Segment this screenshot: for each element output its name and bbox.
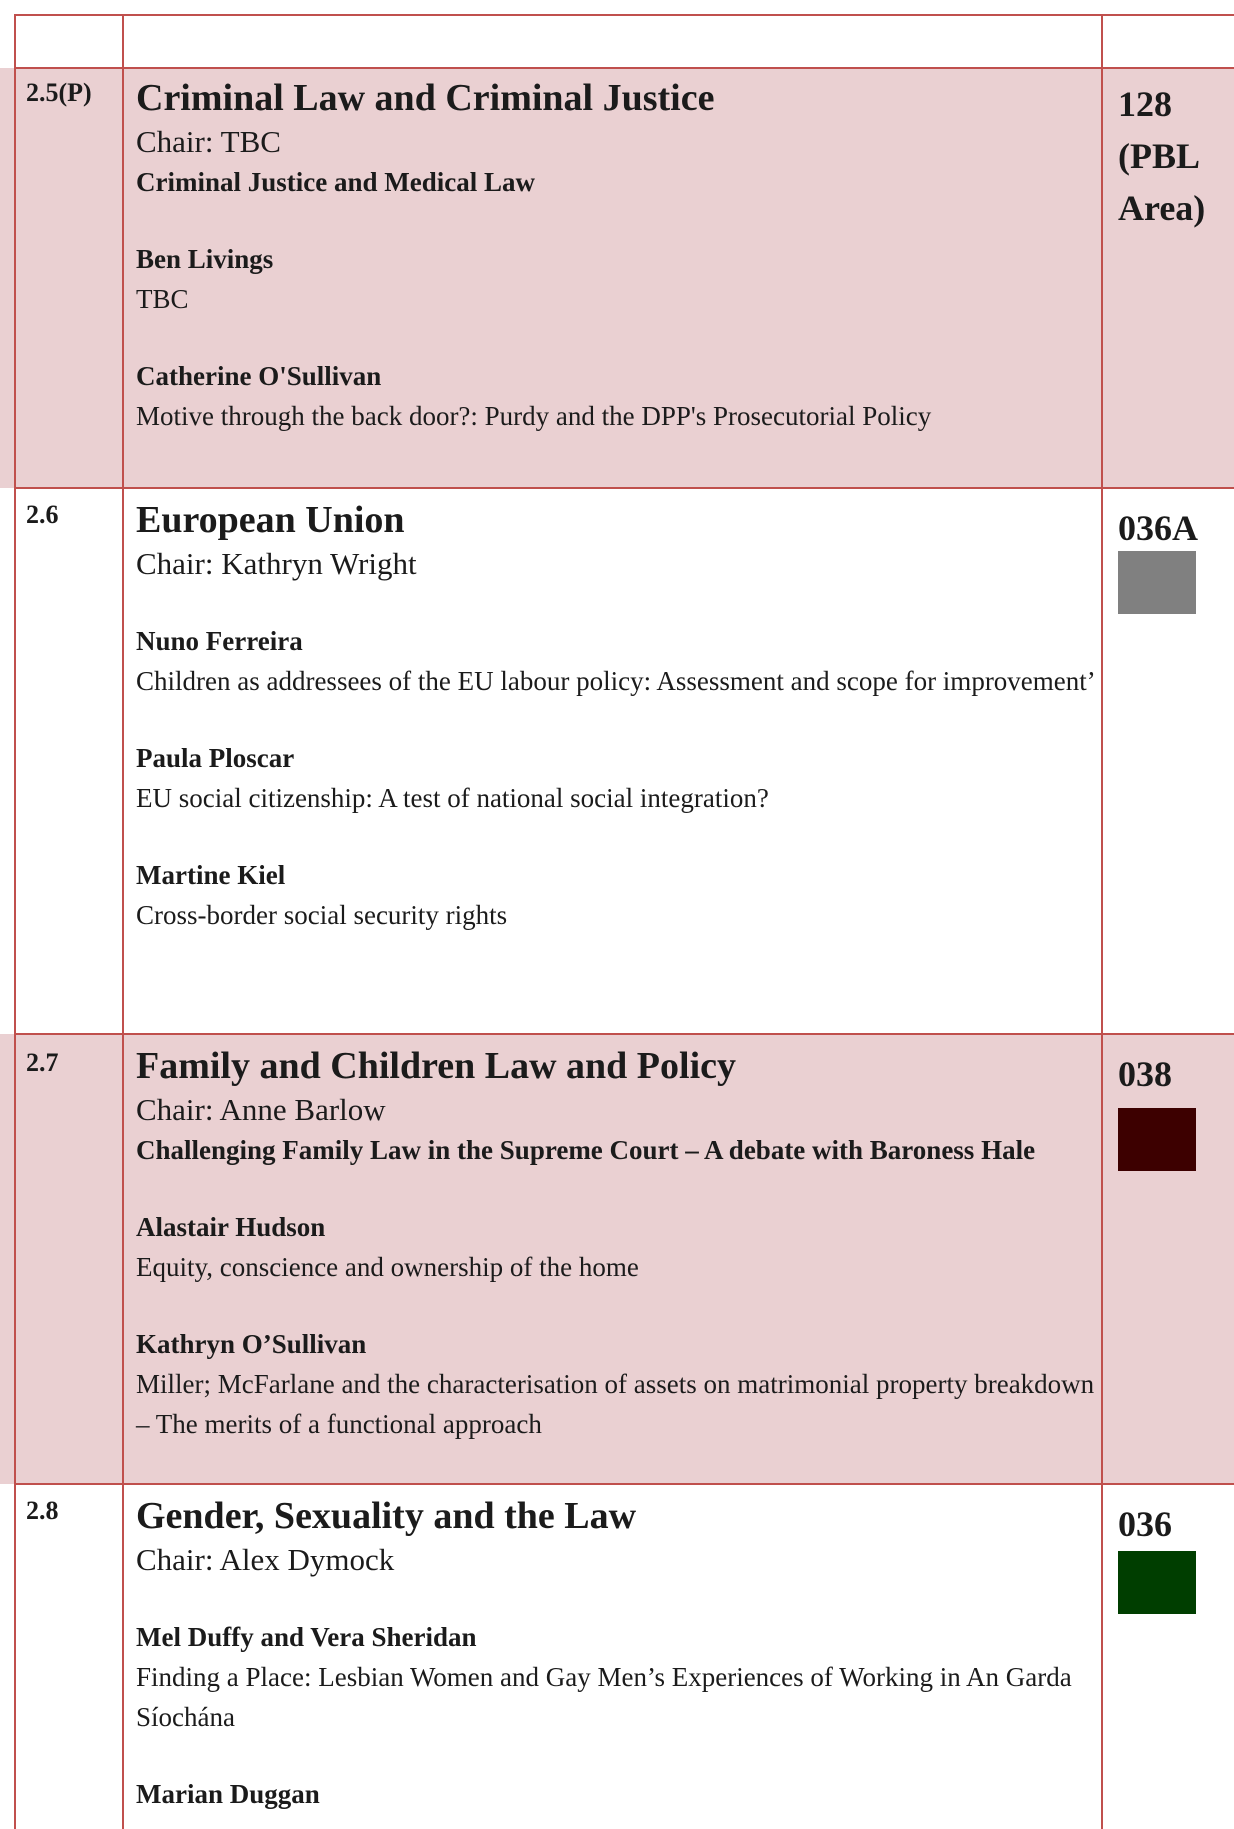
paper-title: Cross-border social security rights: [136, 900, 508, 930]
row-divider: [14, 67, 1234, 69]
session-chair: Chair: Anne Barlow: [136, 1092, 386, 1127]
session-chair: Chair: Alex Dymock: [136, 1542, 395, 1577]
session-chair: Chair: Kathryn Wright: [136, 546, 417, 581]
paper-author: Kathryn O’Sullivan: [136, 1329, 367, 1359]
session-details: [136, 1492, 1096, 1814]
table-border-top: [14, 14, 1234, 16]
session-chair: Chair: TBC: [136, 124, 281, 159]
paper-title: EU social citizenship: A test of national social integration?: [136, 783, 769, 813]
session-title: Gender, Sexuality and the Law: [136, 1495, 637, 1537]
paper-author: Mel Duffy and Vera Sheridan: [136, 1622, 477, 1652]
session-number: 2.5(P): [26, 78, 92, 107]
session-title: Family and Children Law and Policy: [136, 1045, 737, 1087]
session-details: [136, 1042, 1096, 1444]
session-details: [136, 74, 1096, 436]
paper-author: Martine Kiel: [136, 860, 286, 890]
paper-author: Ben Livings: [136, 244, 274, 274]
room-color-swatch: [1118, 1551, 1196, 1614]
paper-title: Finding a Place: Lesbian Women and Gay Men’s Experiences of Working in An Garda Síochána: [136, 1662, 1072, 1732]
row-divider: [14, 1483, 1234, 1485]
paper-title: Equity, conscience and ownership of the home: [136, 1252, 639, 1282]
paper-title: Miller; McFarlane and the characterisation of assets on matrimonial property breakdown – The merits of a functional approach: [136, 1369, 1095, 1439]
session-number: 2.7: [26, 1048, 59, 1077]
session-number: 2.6: [26, 500, 59, 529]
session-room: 036A: [1118, 508, 1198, 548]
session-title: Criminal Law and Criminal Justice: [136, 77, 715, 119]
row-divider: [14, 487, 1234, 489]
session-title: European Union: [136, 499, 405, 541]
table-column-divider: [1101, 14, 1103, 1829]
room-color-swatch: [1118, 1108, 1196, 1171]
session-room: 038: [1118, 1054, 1172, 1094]
session-row-2-7: [0, 1034, 1234, 1484]
row-divider: [14, 1033, 1234, 1035]
session-row-2-8: [0, 1484, 1234, 1829]
session-room: 036: [1118, 1504, 1172, 1544]
paper-author: Marian Duggan: [136, 1779, 320, 1809]
session-row-2-6: [0, 488, 1234, 1034]
paper-title: Children as addressees of the EU labour policy: Assessment and scope for improvement’: [136, 666, 1096, 696]
paper-author: Alastair Hudson: [136, 1212, 326, 1242]
session-row-2-5p: [0, 68, 1234, 488]
session-details: [136, 496, 1096, 935]
table-border-left: [14, 14, 16, 1829]
paper-author: Nuno Ferreira: [136, 626, 303, 656]
session-room: 128 (PBL Area): [1118, 84, 1206, 228]
paper-title: Motive through the back door?: Purdy and the DPP's Prosecutorial Policy: [136, 401, 932, 431]
table-column-divider: [122, 14, 124, 1829]
room-color-swatch: [1118, 551, 1196, 614]
paper-author: Paula Ploscar: [136, 743, 295, 773]
paper-author: Catherine O'Sullivan: [136, 361, 382, 391]
session-subtitle: Challenging Family Law in the Supreme Court – A debate with Baroness Hale: [136, 1135, 1036, 1165]
session-number: 2.8: [26, 1496, 59, 1525]
paper-title: TBC: [136, 284, 189, 314]
session-subtitle: Criminal Justice and Medical Law: [136, 167, 535, 197]
